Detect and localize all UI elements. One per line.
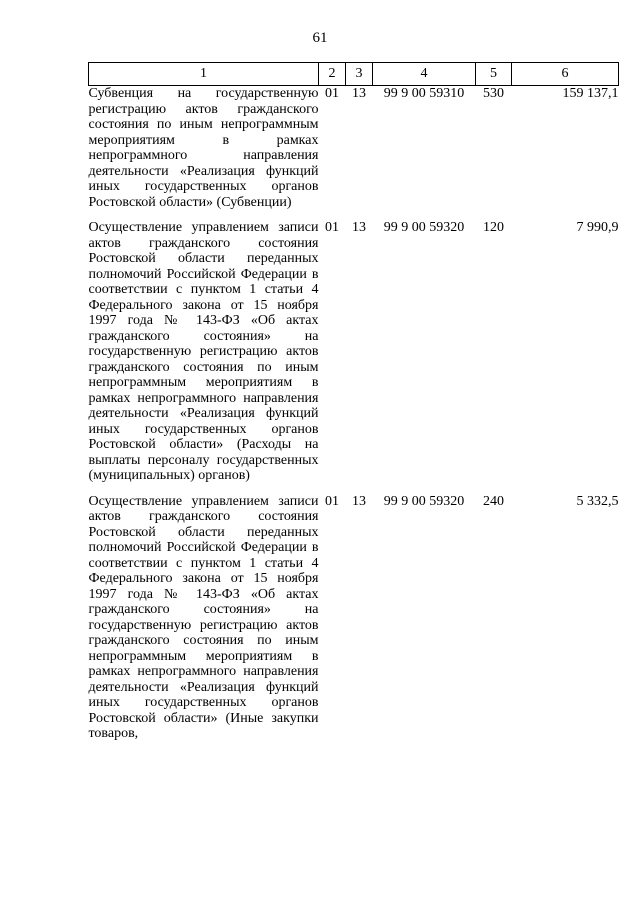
row-expense-type: 120 xyxy=(483,220,504,235)
page-number: 61 xyxy=(312,30,328,46)
table-header-row xyxy=(89,63,619,86)
header-col-6: 6 xyxy=(512,63,619,86)
table-row xyxy=(89,494,619,742)
row-spacer xyxy=(89,210,619,220)
row-amount: 5 332,5 xyxy=(576,493,619,509)
row-subsection-code: 13 xyxy=(352,493,366,509)
header-col-5: 5 xyxy=(476,63,512,86)
row-expense-type: 240 xyxy=(483,493,504,509)
row-description: Субвенция на государственную регистрацию актов гражданского состояния по иным непрограммным мероприятиям в рамках непрограммного направления деятельности «Реализация функций иных государственных органов Ростовской области» (Субвенции) xyxy=(88,86,319,210)
header-col-3: 3 xyxy=(346,63,373,86)
row-expense-type: 530 xyxy=(483,86,504,101)
row-description: Осуществление управлением записи актов гражданского состояния Ростовской области переданных полномочий Российской Федерации в соответствии с пунктом 1 статьи 4 Федерального закона от 15 ноября 1997 года № 143-ФЗ «Об актах гражданского состояния» на государственную регистрацию актов гражданского состояния по иным непрограммным мероприятиям в рамках непрограммного направления деятельности «Реализация функций иных государственных органов Ростовской области» (Иные закупки товаров, xyxy=(88,493,319,741)
header-col-2: 2 xyxy=(319,63,346,86)
row-target-code: 99 9 00 59310 xyxy=(383,86,465,101)
row-amount: 7 990,9 xyxy=(576,220,619,235)
header-col-4: 4 xyxy=(373,63,476,86)
header-col-1: 1 xyxy=(89,63,319,86)
row-subsection-code: 13 xyxy=(352,220,366,235)
row-description: Осуществление управлением записи актов гражданского состояния Ростовской области переданных полномочий Российской Федерации в соответствии с пунктом 1 статьи 4 Федерального закона от 15 ноября 1997 года № 143-ФЗ «Об актах гражданского состояния» на государственную регистрацию актов гражданского состояния по иным непрограммным мероприятиям в рамках непрограммного направления деятельности «Реализация функций иных государственных органов Ростовской области» (Расходы на выплаты персоналу государственных (муниципальных) органов) xyxy=(88,220,319,483)
row-section-code: 01 xyxy=(325,86,339,101)
row-spacer xyxy=(89,484,619,494)
row-amount: 159 137,1 xyxy=(562,86,619,101)
budget-table xyxy=(88,62,619,742)
row-target-code: 99 9 00 59320 xyxy=(383,493,465,509)
row-section-code: 01 xyxy=(325,493,339,509)
table-row xyxy=(89,86,619,211)
row-subsection-code: 13 xyxy=(352,86,366,101)
row-target-code: 99 9 00 59320 xyxy=(383,220,465,235)
table-row xyxy=(89,220,619,484)
row-section-code: 01 xyxy=(325,220,339,235)
